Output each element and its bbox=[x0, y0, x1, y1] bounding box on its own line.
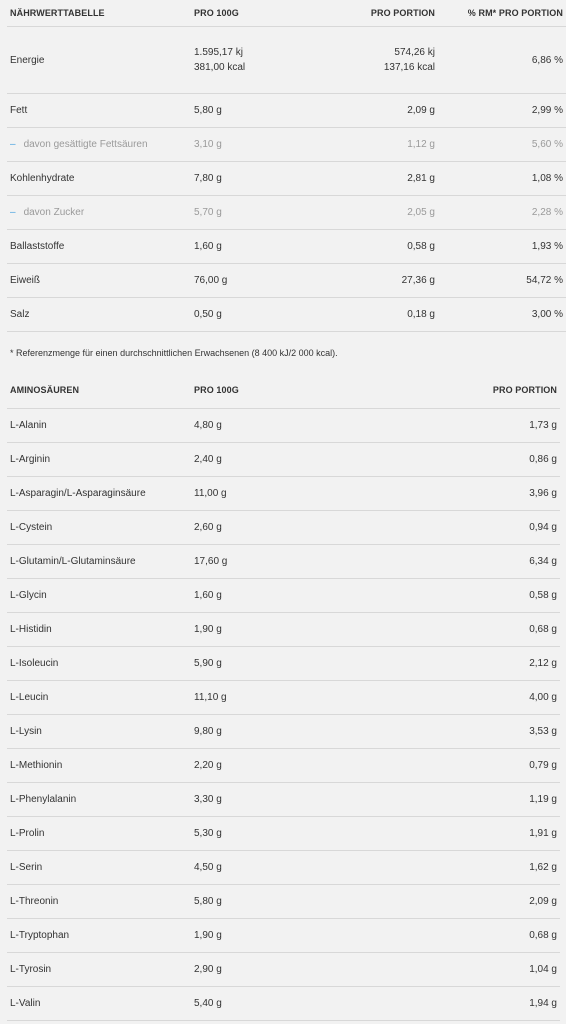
amino-row bbox=[7, 681, 560, 715]
amino-label: L-Methionin bbox=[7, 749, 191, 783]
amino-label: L-Arginin bbox=[7, 443, 191, 477]
energy-portion-kcal: 137,16 kcal bbox=[383, 62, 435, 73]
header-per-portion: PRO PORTION bbox=[315, 0, 438, 27]
nutrient-label bbox=[7, 264, 191, 298]
nutrient-label-text: davon gesättigte Fettsäuren bbox=[23, 139, 148, 150]
amino-per100: 4,50 g bbox=[191, 851, 315, 885]
nutrition-header-row bbox=[7, 0, 566, 27]
nutrition-row bbox=[7, 128, 566, 162]
energy-portion-kj: 574,26 kj bbox=[394, 47, 435, 58]
energy-portion bbox=[315, 27, 438, 94]
amino-row bbox=[7, 919, 560, 953]
amino-row bbox=[7, 477, 560, 511]
amino-per100: 2,20 g bbox=[191, 749, 315, 783]
nutrition-row bbox=[7, 230, 566, 264]
nutrient-per100: 5,80 g bbox=[191, 94, 315, 128]
nutrient-per100: 5,70 g bbox=[191, 196, 315, 230]
amino-portion: 1,94 g bbox=[315, 987, 560, 1021]
amino-label: L-Tyrosin bbox=[7, 953, 191, 987]
nutrition-row bbox=[7, 162, 566, 196]
amino-portion: 0,94 g bbox=[315, 511, 560, 545]
amino-portion: 4,00 g bbox=[315, 681, 560, 715]
amino-label: L-Valin bbox=[7, 987, 191, 1021]
nutrition-row bbox=[7, 196, 566, 230]
sub-item-dash-icon: – bbox=[10, 207, 16, 218]
header-rm-per-portion: % RM* PRO PORTION bbox=[438, 0, 566, 27]
amino-row bbox=[7, 953, 560, 987]
amino-row bbox=[7, 647, 560, 681]
amino-row bbox=[7, 409, 560, 443]
nutrient-label-text: Salz bbox=[10, 309, 30, 320]
nutrient-portion: 27,36 g bbox=[315, 264, 438, 298]
amino-per100: 2,90 g bbox=[191, 953, 315, 987]
nutrient-label bbox=[7, 298, 191, 332]
nutrient-label-text: Fett bbox=[10, 105, 28, 116]
nutrient-portion: 0,58 g bbox=[315, 230, 438, 264]
amino-per100: 11,00 g bbox=[191, 477, 315, 511]
nutrient-portion: 2,05 g bbox=[315, 196, 438, 230]
energy-per100-kcal: 381,00 kcal bbox=[194, 62, 246, 73]
nutrition-row bbox=[7, 298, 566, 332]
amino-label: L-Glutamin/L-Glutaminsäure bbox=[7, 545, 191, 579]
nutrient-rm: 1,93 % bbox=[438, 230, 566, 264]
amino-label: L-Isoleucin bbox=[7, 647, 191, 681]
amino-portion: 1,04 g bbox=[315, 953, 560, 987]
amino-row bbox=[7, 783, 560, 817]
amino-row bbox=[7, 511, 560, 545]
header-amino-per-portion: PRO PORTION bbox=[315, 372, 560, 409]
amino-portion: 1,19 g bbox=[315, 783, 560, 817]
nutrition-table bbox=[7, 0, 566, 332]
nutrient-rm: 2,28 % bbox=[438, 196, 566, 230]
nutrient-per100: 76,00 g bbox=[191, 264, 315, 298]
amino-per100: 1,90 g bbox=[191, 613, 315, 647]
amino-row bbox=[7, 613, 560, 647]
nutrient-portion: 2,09 g bbox=[315, 94, 438, 128]
nutrient-per100: 0,50 g bbox=[191, 298, 315, 332]
nutrient-rm: 5,60 % bbox=[438, 128, 566, 162]
amino-portion: 6,34 g bbox=[315, 545, 560, 579]
amino-label: L-Serin bbox=[7, 851, 191, 885]
header-amino-label: AMINOSÄUREN bbox=[7, 372, 191, 409]
nutrient-label-text: Kohlenhydrate bbox=[10, 173, 75, 184]
nutrient-rm: 1,08 % bbox=[438, 162, 566, 196]
energy-per100-kj: 1.595,17 kj bbox=[194, 47, 243, 58]
amino-acid-table bbox=[7, 372, 560, 1021]
amino-portion: 2,09 g bbox=[315, 885, 560, 919]
nutrition-row-energy bbox=[7, 27, 566, 94]
amino-portion: 0,86 g bbox=[315, 443, 560, 477]
amino-per100: 5,40 g bbox=[191, 987, 315, 1021]
amino-row bbox=[7, 443, 560, 477]
amino-label: L-Threonin bbox=[7, 885, 191, 919]
amino-label: L-Phenylalanin bbox=[7, 783, 191, 817]
amino-label: L-Tryptophan bbox=[7, 919, 191, 953]
amino-portion: 0,79 g bbox=[315, 749, 560, 783]
amino-per100: 1,90 g bbox=[191, 919, 315, 953]
amino-per100: 1,60 g bbox=[191, 579, 315, 613]
amino-per100: 2,60 g bbox=[191, 511, 315, 545]
amino-label: L-Alanin bbox=[7, 409, 191, 443]
nutrient-portion: 2,81 g bbox=[315, 162, 438, 196]
amino-row bbox=[7, 545, 560, 579]
amino-row bbox=[7, 987, 560, 1021]
nutrition-row bbox=[7, 94, 566, 128]
nutrient-label bbox=[7, 162, 191, 196]
amino-per100: 4,80 g bbox=[191, 409, 315, 443]
header-nutrition-label: NÄHRWERTTABELLE bbox=[7, 0, 191, 27]
amino-per100: 5,90 g bbox=[191, 647, 315, 681]
amino-per100: 5,80 g bbox=[191, 885, 315, 919]
amino-label: L-Prolin bbox=[7, 817, 191, 851]
nutrient-label bbox=[7, 196, 191, 230]
amino-per100: 2,40 g bbox=[191, 443, 315, 477]
amino-portion: 1,62 g bbox=[315, 851, 560, 885]
amino-label: L-Lysin bbox=[7, 715, 191, 749]
energy-label: Energie bbox=[7, 27, 191, 94]
nutrient-label bbox=[7, 128, 191, 162]
header-amino-per-100g: PRO 100G bbox=[191, 372, 315, 409]
amino-portion: 1,73 g bbox=[315, 409, 560, 443]
amino-row bbox=[7, 851, 560, 885]
nutrient-per100: 7,80 g bbox=[191, 162, 315, 196]
amino-row bbox=[7, 817, 560, 851]
nutrient-label-text: Ballaststoffe bbox=[10, 241, 65, 252]
amino-portion: 2,12 g bbox=[315, 647, 560, 681]
amino-row bbox=[7, 579, 560, 613]
nutrient-portion: 0,18 g bbox=[315, 298, 438, 332]
nutrient-rm: 3,00 % bbox=[438, 298, 566, 332]
nutrition-row bbox=[7, 264, 566, 298]
amino-label: L-Glycin bbox=[7, 579, 191, 613]
amino-portion: 0,68 g bbox=[315, 919, 560, 953]
amino-label: L-Histidin bbox=[7, 613, 191, 647]
amino-portion: 3,53 g bbox=[315, 715, 560, 749]
amino-label: L-Asparagin/L-Asparaginsäure bbox=[7, 477, 191, 511]
amino-per100: 9,80 g bbox=[191, 715, 315, 749]
amino-per100: 11,10 g bbox=[191, 681, 315, 715]
header-per-100g: PRO 100G bbox=[191, 0, 315, 27]
amino-row bbox=[7, 715, 560, 749]
amino-label: L-Leucin bbox=[7, 681, 191, 715]
amino-portion: 0,58 g bbox=[315, 579, 560, 613]
nutrient-label-text: davon Zucker bbox=[23, 207, 85, 218]
nutrient-per100: 1,60 g bbox=[191, 230, 315, 264]
amino-portion: 1,91 g bbox=[315, 817, 560, 851]
amino-portion: 0,68 g bbox=[315, 613, 560, 647]
sub-item-dash-icon: – bbox=[10, 139, 16, 150]
amino-row bbox=[7, 749, 560, 783]
nutrient-label-text: Eiweiß bbox=[10, 275, 41, 286]
amino-per100: 5,30 g bbox=[191, 817, 315, 851]
nutrient-per100: 3,10 g bbox=[191, 128, 315, 162]
amino-per100: 3,30 g bbox=[191, 783, 315, 817]
amino-row bbox=[7, 885, 560, 919]
nutrient-portion: 1,12 g bbox=[315, 128, 438, 162]
nutrient-label bbox=[7, 230, 191, 264]
amino-header-row bbox=[7, 372, 560, 409]
nutrient-rm: 54,72 % bbox=[438, 264, 566, 298]
amino-label: L-Cystein bbox=[7, 511, 191, 545]
energy-per100 bbox=[191, 27, 315, 94]
amino-per100: 17,60 g bbox=[191, 545, 315, 579]
nutrient-rm: 2,99 % bbox=[438, 94, 566, 128]
energy-rm: 6,86 % bbox=[438, 27, 566, 94]
amino-portion: 3,96 g bbox=[315, 477, 560, 511]
reference-footnote: * Referenzmenge für einen durchschnittlichen Erwachsenen (8 400 kJ/2 000 kcal). bbox=[10, 348, 338, 358]
nutrient-label bbox=[7, 94, 191, 128]
